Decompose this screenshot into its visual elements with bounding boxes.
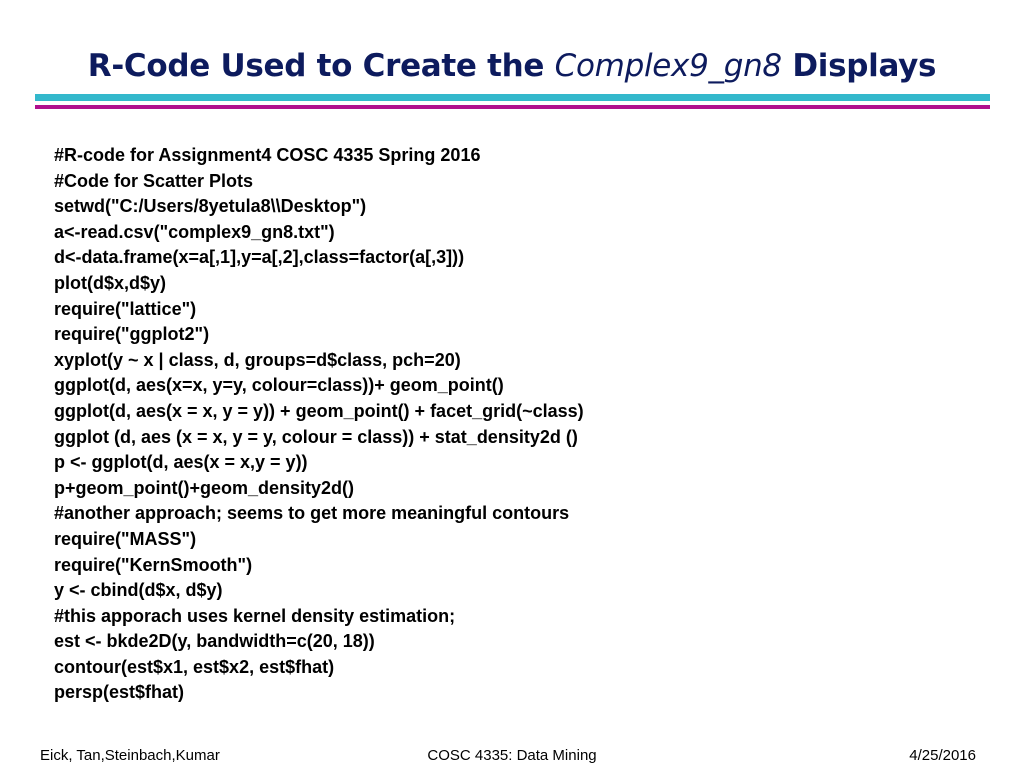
footer-course: COSC 4335: Data Mining: [427, 747, 597, 764]
code-line: ggplot(d, aes(x = x, y = y)) + geom_point() + facet_grid(~class): [54, 400, 584, 421]
title-rule-cyan: [35, 94, 990, 101]
code-line: #this apporach uses kernel density estimation;: [54, 605, 456, 626]
code-line: persp(est$fhat): [54, 682, 185, 703]
code-line: #Code for Scatter Plots: [54, 170, 254, 191]
code-line: require("KernSmooth"): [54, 554, 253, 575]
code-line: ggplot (d, aes (x = x, y = y, colour = class)) + stat_density2d (): [54, 426, 578, 447]
code-line: p <- ggplot(d, aes(x = x,y = y)): [54, 452, 308, 473]
code-line: require("ggplot2"): [54, 324, 210, 345]
code-line: y <- cbind(d$x, d$y): [54, 580, 223, 601]
footer-date: 4/25/2016: [909, 747, 976, 764]
title-rule-magenta: [35, 105, 990, 109]
title-suffix: Displays: [781, 48, 937, 84]
code-line: d<-data.frame(x=a[,1],y=a[,2],class=factor(a[,3])): [54, 247, 465, 268]
code-line: xyplot(y ~ x | class, d, groups=d$class, pch=20): [54, 349, 461, 370]
code-line: setwd("C:/Users/8yetula8\\Desktop"): [54, 196, 367, 217]
code-line: plot(d$x,d$y): [54, 272, 167, 293]
code-line: ggplot(d, aes(x=x, y=y, colour=class))+ geom_point(): [54, 375, 504, 396]
footer-authors: Eick, Tan,Steinbach,Kumar: [40, 747, 220, 764]
code-line: contour(est$x1, est$x2, est$fhat): [54, 656, 335, 677]
code-block: [54, 143, 994, 706]
code-line: p+geom_point()+geom_density2d(): [54, 477, 355, 498]
code-line: require("MASS"): [54, 528, 197, 549]
title-prefix: R-Code Used to Create the: [87, 48, 555, 84]
code-line: #R-code for Assignment4 COSC 4335 Spring 2016: [54, 145, 481, 165]
slide-title: [0, 48, 1024, 84]
code-line: a<-read.csv("complex9_gn8.txt"): [54, 221, 335, 242]
code-line: est <- bkde2D(y, bandwidth=c(20, 18)): [54, 631, 375, 652]
title-dataset-name: Complex9_gn8: [554, 48, 782, 84]
code-line: require("lattice"): [54, 298, 197, 319]
code-line: #another approach; seems to get more meaningful contours: [54, 503, 570, 524]
